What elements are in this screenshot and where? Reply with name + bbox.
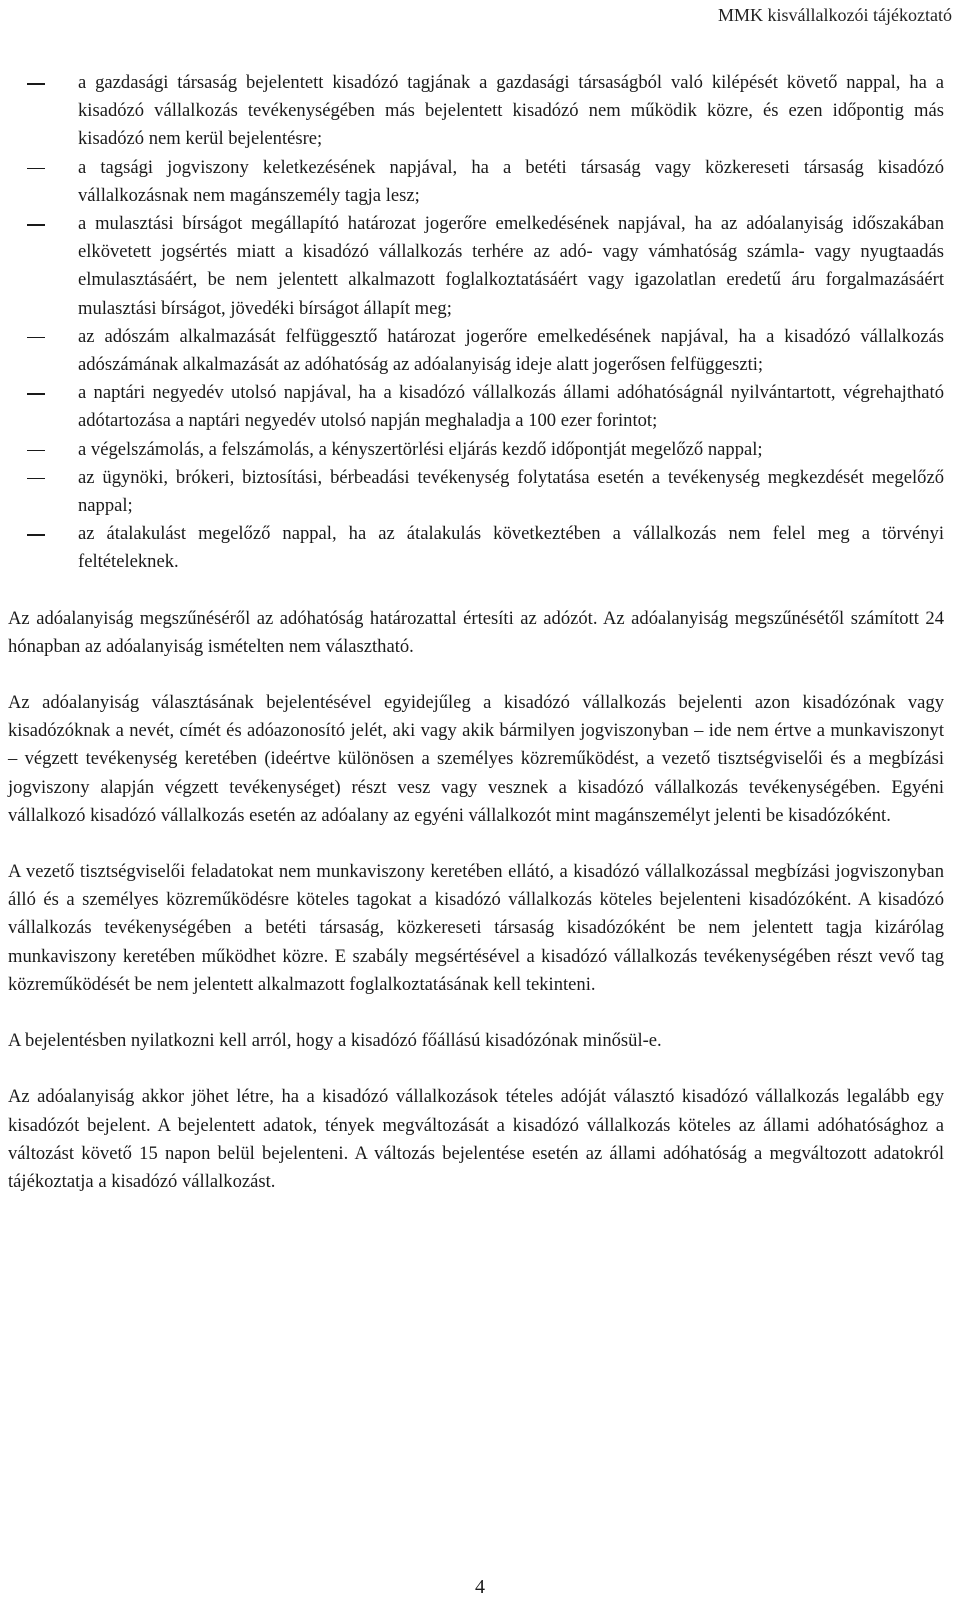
dash-bullet-icon xyxy=(27,83,45,85)
list-item-text: a gazdasági társaság bejelentett kisadózó tagjának a gazdasági társaságból való kilépését követő nappal, ha a kisadózó vállalkozás tevékenységében más bejelentett kisadózó nem működik közre, és ezen időpontig más kisadózó nem kerül bejelentésre; xyxy=(78,72,944,150)
list-item xyxy=(8,323,944,379)
dash-bullet-icon xyxy=(27,478,45,480)
termination-conditions-list xyxy=(8,69,944,577)
list-item xyxy=(8,436,944,464)
running-header: MMK kisvállalkozói tájékoztató xyxy=(718,5,952,25)
list-item xyxy=(8,464,944,520)
list-item xyxy=(8,379,944,435)
paragraph-kisadozo-registration: Az adóalanyiság választásának bejelentésével egyidejűleg a kisadózó vállalkozás bejelenti azon kisadózónak vagy kisadózóknak a nevét, címét és adóazonosító jelét, aki vagy akik bármilyen jogviszonyban – ide nem értve a munkaviszonyt – végzett tevékenység keretében (ideértve különösen a személyes közreműködést, a vezető tisztségviselői és a megbízási jogviszony alapján végzett tevékenységet) részt vesz vagy vesznek a kisadózó vállalkozás tevékenységében. Egyéni vállalkozó kisadózó vállalkozás esetén az adóalany az egyéni vállalkozót mint magánszemélyt jelenti be kisadózóként. xyxy=(8,692,944,826)
list-item xyxy=(8,154,944,210)
list-item-text: a tagsági jogviszony keletkezésének napjával, ha a betéti társaság vagy közkereseti társaság kisadózó vállalkozásnak nem magánszemély tagja lesz; xyxy=(78,156,944,206)
dash-bullet-icon xyxy=(27,168,45,170)
list-item-text: a mulasztási bírságot megállapító határozat jogerőre emelkedésének napjával, ha az adóalanyiság időszakában elkövetett jogsértés miatt a kisadózó vállalkozás terhére az adó- vagy vámhatóság számla- vagy nyugtaadás elmulasztásáért, be nem jelentett alkalmazott foglalkoztatásáért vagy igazolatlan eredetű áru forgalmazásáért mulasztási bírságot, jövedéki bírságot állapít meg; xyxy=(78,213,944,319)
dash-bullet-icon xyxy=(27,450,45,452)
dash-bullet-icon xyxy=(27,224,45,226)
dash-bullet-icon xyxy=(27,534,45,536)
paragraph-termination-notice: Az adóalanyiság megszűnéséről az adóhatóság határozattal értesíti az adózót. Az adóalanyiság megszűnésétől számított 24 hónapban az adóalanyiság ismételten nem választható. xyxy=(8,607,944,657)
paragraph-change-reporting: Az adóalanyiság akkor jöhet létre, ha a kisadózó vállalkozások tételes adóját választó kisadózó vállalkozás legalább egy kisadózót bejelent. A bejelentett adatok, tények megváltozását a kisadózó vállalkozás köteles az állami adóhatósághoz a változást követő 15 napon belül bejelenteni. A változás bejelentése esetén az állami adóhatóság a megváltozott adatokról tájékoztatja a kisadózó vállalkozást. xyxy=(8,1086,944,1192)
list-item-text: az adószám alkalmazását felfüggesztő határozat jogerőre emelkedésének napjával, ha a kisadózó vállalkozás adószámának alkalmazását az adóhatóság az adóalanyiság ideje alatt jogerősen felfüggeszti; xyxy=(78,325,944,376)
list-item-text: a naptári negyedév utolsó napjával, ha a kisadózó vállalkozás állami adóhatóságnál nyilvántartott, végrehajtható adótartozása a naptári negyedév utolsó napján meghaladja a 100 ezer forintot; xyxy=(78,382,944,432)
dash-bullet-icon xyxy=(27,337,45,339)
paragraph-full-time-declaration: A bejelentésben nyilatkozni kell arról, hogy a kisadózó főállású kisadózónak minősül-e. xyxy=(8,1030,662,1052)
list-item xyxy=(8,520,944,576)
page-body xyxy=(8,69,944,1196)
list-item xyxy=(8,210,944,323)
list-item-text: az átalakulást megelőző nappal, ha az átalakulás következtében a vállalkozás nem felel meg a törvényi feltételeknek. xyxy=(78,523,944,573)
paragraph-executive-members: A vezető tisztségviselői feladatokat nem munkaviszony keretében ellátó, a kisadózó vállalkozással megbízási jogviszonyban álló és a személyes közreműködésre köteles tagokat a kisadózó vállalkozás köteles bejelenteni kisadózóként. A kisadózó vállalkozás tevékenységében a betéti társaság, közkereseti társaság kisadózóként be nem jelentett tagja kizárólag munkaviszony keretében működhet közre. E szabály megsértésével a kisadózó vállalkozás tevékenységében részt vevő tag közreműködését be nem jelentett alkalmazott foglalkoztatásának kell tekinteni. xyxy=(8,861,944,995)
list-item-text: az ügynöki, brókeri, biztosítási, bérbeadási tevékenység folytatása esetén a tevékenység megkezdését megelőző nappal; xyxy=(78,466,944,517)
list-item-text: a végelszámolás, a felszámolás, a kényszertörlési eljárás kezdő időpontját megelőző nappal; xyxy=(78,438,763,460)
list-item xyxy=(8,69,944,154)
page-number: 4 xyxy=(475,1576,485,1598)
dash-bullet-icon xyxy=(27,393,45,395)
